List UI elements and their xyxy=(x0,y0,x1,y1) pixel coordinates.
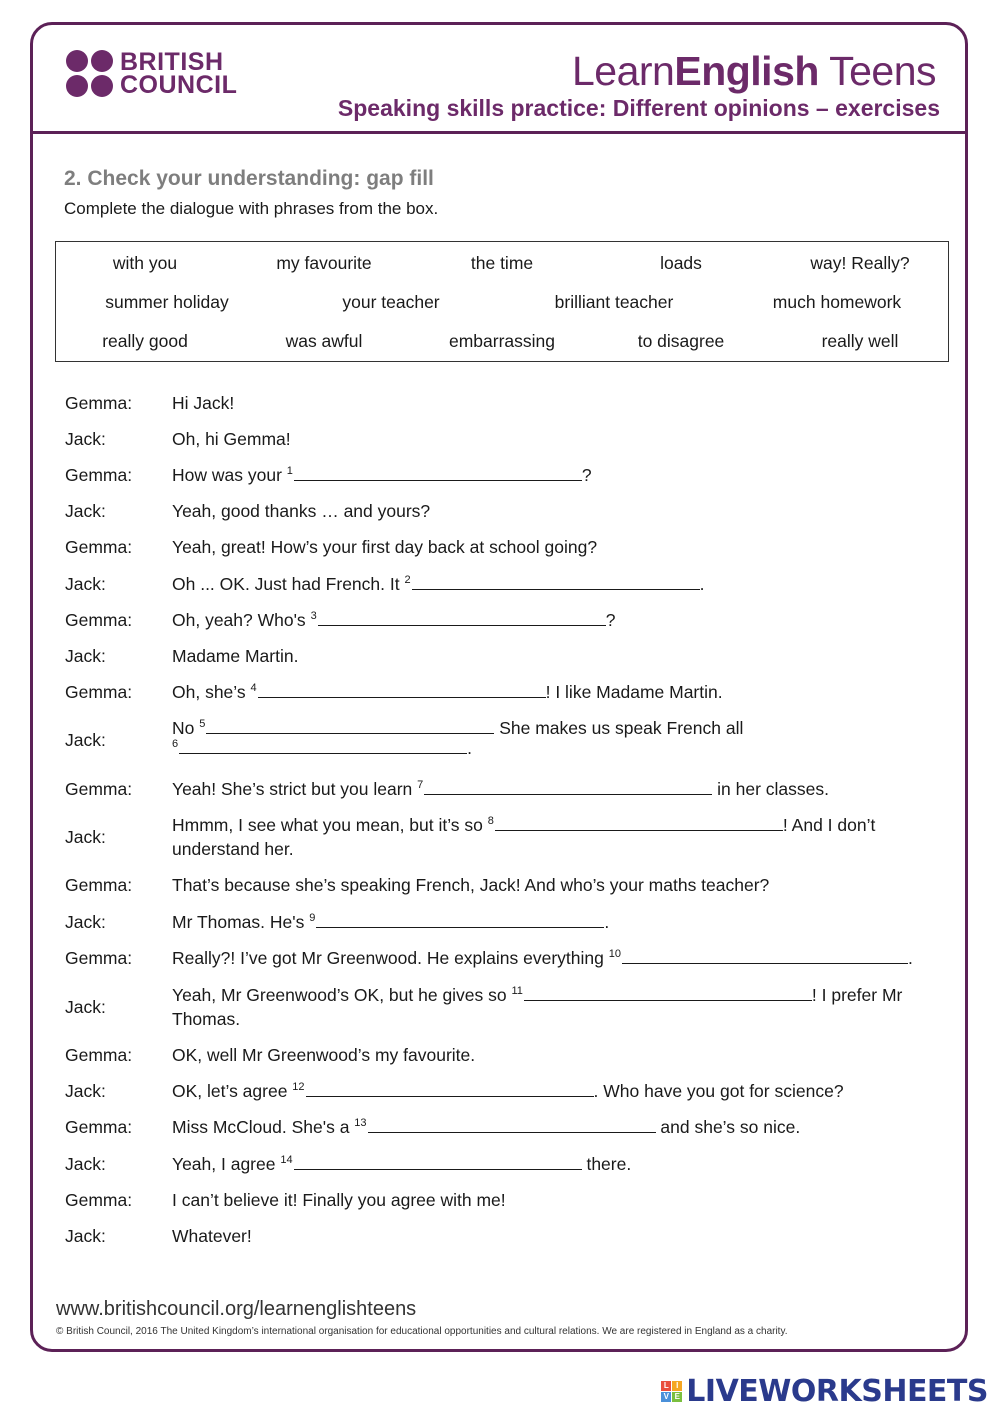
speaker: Jack: xyxy=(65,1226,106,1246)
speaker: Gemma: xyxy=(65,537,133,557)
utterance-text: Oh ... OK. Just had French. It xyxy=(172,574,405,594)
speaker: Jack: xyxy=(65,827,106,847)
utterance: Whatever! xyxy=(172,1226,252,1246)
utterance-text: . xyxy=(908,948,913,968)
speaker: Jack: xyxy=(65,1154,106,1174)
gap-number: 2 xyxy=(404,574,411,586)
badge-letter: L xyxy=(661,1381,671,1391)
gap-number: 5 xyxy=(199,718,206,730)
utterance-text: Yeah, I agree xyxy=(172,1154,281,1174)
word-option: way! Really? xyxy=(810,253,910,273)
utterance-text: Hmmm, I see what you mean, but it’s so xyxy=(172,815,488,835)
word-box-row-3 xyxy=(56,331,948,355)
word-option: really good xyxy=(102,331,188,351)
utterance: Yeah, great! How’s your first day back at school going? xyxy=(172,537,598,557)
word-option: really well xyxy=(821,331,899,351)
utterance: Madame Martin. xyxy=(172,646,299,666)
brand-suffix: Teens xyxy=(818,48,936,94)
page-subtitle: Speaking skills practice: Different opinions – exercises xyxy=(337,95,940,121)
speaker: Gemma: xyxy=(65,948,133,968)
badge-letter: V xyxy=(661,1392,671,1402)
utterance-text: ! I like Madame Martin. xyxy=(545,682,723,702)
word-option: much homework xyxy=(772,292,902,312)
footer-url[interactable]: www.britishcouncil.org/learnenglishteens xyxy=(56,1298,417,1320)
brand-prefix: Learn xyxy=(571,48,675,94)
badge-letter: I xyxy=(672,1381,682,1391)
gap-number: 8 xyxy=(487,815,494,827)
gap-number: 4 xyxy=(250,682,257,694)
speaker: Jack: xyxy=(65,646,106,666)
word-option: your teacher xyxy=(342,292,440,312)
utterance-text: there. xyxy=(581,1154,632,1174)
word-option: with you xyxy=(112,253,178,273)
speaker: Gemma: xyxy=(65,1045,133,1065)
utterance-text: . Who have you got for science? xyxy=(593,1081,844,1101)
liveworksheets-wordmark: LIVEWORKSHEETS xyxy=(686,1374,988,1409)
gap-number: 7 xyxy=(417,779,424,791)
speaker: Gemma: xyxy=(65,1190,133,1210)
word-box-row-2 xyxy=(56,292,948,316)
learnenglish-teens-brand xyxy=(572,48,936,95)
speaker: Jack: xyxy=(65,501,106,521)
speaker: Jack: xyxy=(65,574,106,594)
utterance: OK, well Mr Greenwood’s my favourite. xyxy=(172,1045,476,1065)
liveworksheets-watermark xyxy=(661,1374,988,1409)
utterance-continued: Thomas. xyxy=(172,1009,241,1029)
word-box xyxy=(55,241,949,362)
speaker: Gemma: xyxy=(65,465,133,485)
utterance-text: Miss McCloud. She's a xyxy=(172,1117,355,1137)
utterance-text: Oh, she’s xyxy=(172,682,251,702)
badge-letter: E xyxy=(672,1392,682,1402)
utterance-text: ? xyxy=(581,465,592,485)
utterance-text: She makes us speak French all xyxy=(494,718,744,738)
word-option: the time xyxy=(470,253,534,273)
utterance-text: . xyxy=(699,574,705,594)
word-option: brilliant teacher xyxy=(554,292,674,312)
speaker: Gemma: xyxy=(65,682,133,702)
speaker: Gemma: xyxy=(65,875,133,895)
utterance: That’s because she’s speaking French, Jack! And who’s your maths teacher? xyxy=(172,875,770,895)
speaker: Jack: xyxy=(65,912,106,932)
gap-number: 1 xyxy=(286,465,293,477)
brand-bold: English xyxy=(674,48,819,94)
british-council-logo xyxy=(66,50,237,98)
word-option: summer holiday xyxy=(105,292,229,312)
utterance: Yeah, good thanks … and yours? xyxy=(172,501,431,521)
section-title: 2. Check your understanding: gap fill xyxy=(64,167,434,190)
gap-number: 11 xyxy=(511,985,523,997)
gap-number: 6 xyxy=(172,738,179,750)
utterance-text: Really?! I’ve got Mr Greenwood. He explains everything xyxy=(172,948,609,968)
utterance-text: and she’s so nice. xyxy=(655,1117,801,1137)
gap-number: 14 xyxy=(280,1154,293,1166)
utterance-text: How was your xyxy=(172,465,287,485)
gap-number: 10 xyxy=(608,948,621,960)
page-frame xyxy=(30,22,968,1352)
word-option: was awful xyxy=(285,331,363,351)
word-option: my favourite xyxy=(276,253,372,273)
header-divider xyxy=(30,131,968,134)
british-council-wordmark xyxy=(120,48,238,99)
utterance-text: . xyxy=(467,738,472,758)
utterance-text: in her classes. xyxy=(712,779,829,799)
speaker: Jack: xyxy=(65,429,106,449)
speaker: Gemma: xyxy=(65,1117,133,1137)
utterance-text: ! And I don’t xyxy=(782,815,876,835)
speaker: Jack: xyxy=(65,997,106,1017)
speaker: Jack: xyxy=(65,730,106,750)
utterance-text: No xyxy=(172,718,200,738)
liveworksheets-badge-icon xyxy=(661,1381,682,1402)
footer-copyright: © British Council, 2016 The United Kingdom’s international organisation for educational opportunities and cultural relations. We are registered in England as a charity. xyxy=(56,1326,788,1337)
speaker: Jack: xyxy=(65,1081,106,1101)
gap-number: 13 xyxy=(354,1117,367,1129)
org-line-2: COUNCIL xyxy=(120,71,238,99)
word-option: embarrassing xyxy=(448,331,556,351)
utterance: Oh, hi Gemma! xyxy=(172,429,291,449)
org-line-1: BRITISH xyxy=(120,48,224,76)
speaker: Gemma: xyxy=(65,393,133,413)
british-council-dots-icon xyxy=(66,50,114,98)
utterance-continued: understand her. xyxy=(172,839,294,859)
gap-number: 3 xyxy=(310,610,317,622)
utterance-text: ! I prefer Mr xyxy=(811,985,903,1005)
speaker: Gemma: xyxy=(65,779,133,799)
utterance-text: Oh, yeah? Who's xyxy=(172,610,311,630)
utterance-text: Yeah, Mr Greenwood’s OK, but he gives so xyxy=(172,985,512,1005)
utterance: Hi Jack! xyxy=(172,393,235,413)
utterance-text: ? xyxy=(605,610,616,630)
word-option: loads xyxy=(660,253,702,273)
utterance: I can’t believe it! Finally you agree with me! xyxy=(172,1190,506,1210)
utterance-text: OK, let’s agree xyxy=(172,1081,293,1101)
utterance-text: Mr Thomas. He's xyxy=(172,912,310,932)
word-box-row-1 xyxy=(56,253,948,277)
utterance-text: Yeah! She’s strict but you learn xyxy=(172,779,418,799)
word-option: to disagree xyxy=(637,331,725,351)
utterance-text: . xyxy=(604,912,610,932)
gap-number: 12 xyxy=(292,1081,305,1093)
gap-number: 9 xyxy=(309,912,316,924)
speaker: Gemma: xyxy=(65,610,133,630)
instruction: Complete the dialogue with phrases from the box. xyxy=(64,199,439,218)
